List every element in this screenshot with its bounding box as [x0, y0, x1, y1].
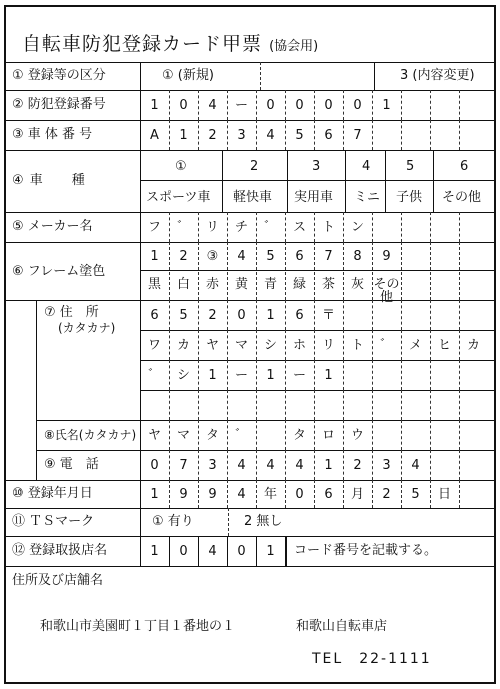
phone-cell-1: 0: [150, 458, 159, 473]
address-line1-cell-6: 6: [295, 308, 304, 323]
shop-code-cell-2: 0: [179, 544, 188, 559]
address-line3-cell-7: 1: [324, 368, 333, 383]
date-cell-6: 0: [295, 487, 304, 502]
address-line3-cell-1: ゛: [147, 368, 161, 383]
shop-address: 和歌山市美園町１丁目１番地の１: [40, 619, 236, 634]
color-num-4: 4: [237, 249, 246, 264]
label-registration-date: ⑩ 登録年月日: [12, 486, 93, 501]
vehicle-type-sports: スポーツ車: [146, 190, 211, 205]
vehicle-type-light: 軽快車: [233, 190, 273, 205]
address-line1-cell-5: 1: [266, 308, 275, 323]
frame-number-cell-3: 2: [208, 128, 217, 143]
phone-cell-10: 4: [411, 458, 420, 473]
ts-option-yes: ① 有り: [152, 514, 194, 529]
label-ts-mark: ⑪ ＴＳマーク: [12, 514, 95, 529]
phone-cell-5: 4: [266, 458, 275, 473]
vehicle-type-utility: 実用車: [294, 190, 334, 205]
frame-number-cell-7: 6: [324, 128, 333, 143]
name-cell-8: ウ: [350, 428, 364, 443]
frame-number-cell-2: 1: [179, 128, 188, 143]
maker-cell-4: チ: [234, 220, 248, 235]
date-cell-1: 1: [150, 487, 159, 502]
date-cell-7: 6: [324, 487, 333, 502]
vehicle-type-other: その他: [442, 190, 482, 205]
address-line3-cell-4: ー: [234, 368, 248, 383]
label-name: ⑧氏名(カタカナ): [44, 428, 137, 442]
color-num-3: ③: [206, 249, 219, 264]
frame-number-cell-1: A: [150, 128, 159, 143]
vehicle-num-1: ①: [175, 159, 187, 174]
address-line2-cell-5: シ: [263, 338, 277, 353]
label-frame-color: ⑥ フレーム塗色: [12, 264, 106, 279]
color-num-8: 8: [353, 249, 362, 264]
reg-number-cell-5: 0: [266, 98, 275, 113]
maker-cell-1: フ: [147, 220, 161, 235]
address-line2-cell-8: ト: [350, 338, 364, 353]
label-frame-number: ③ 車 体 番 号: [12, 127, 93, 142]
date-cell-10: 5: [411, 487, 420, 502]
vehicle-num-6: 6: [460, 159, 469, 174]
color-name-1: 黒: [147, 277, 161, 292]
vehicle-num-2: 2: [250, 159, 259, 174]
address-line2-cell-11: ヒ: [437, 338, 451, 353]
color-name-5: 青: [263, 277, 277, 292]
shop-code-note: コード番号を記載する。: [294, 543, 438, 558]
shop-code-cell-3: 4: [208, 544, 217, 559]
color-name-6: 緑: [292, 277, 306, 292]
label-address-sub: (カタカナ): [58, 321, 116, 335]
option-new: ① (新規): [162, 68, 214, 83]
address-line2-cell-1: ワ: [147, 338, 161, 353]
address-line2-cell-9: ゛: [379, 338, 393, 353]
option-change: 3 (内容変更): [400, 68, 475, 83]
address-line3-cell-2: シ: [176, 368, 190, 383]
color-num-7: 7: [324, 249, 333, 264]
name-cell-6: タ: [292, 428, 306, 443]
label-vehicle-type: ④ 車 種: [12, 173, 86, 188]
vehicle-num-3: 3: [312, 159, 321, 174]
title-text: 自転車防犯登録カード甲票: [22, 33, 263, 55]
reg-number-cell-7: 0: [324, 98, 333, 113]
reg-number-cell-6: 0: [295, 98, 304, 113]
maker-cell-8: ン: [350, 220, 364, 235]
frame-number-cell-4: 3: [237, 128, 246, 143]
address-line3-cell-3: 1: [208, 368, 217, 383]
date-cell-11: 日: [437, 487, 451, 502]
address-line2-cell-3: ヤ: [205, 338, 219, 353]
name-cell-1: ヤ: [147, 428, 161, 443]
phone-cell-9: 3: [382, 458, 391, 473]
address-line2-cell-12: カ: [466, 338, 480, 353]
reg-number-cell-9: 1: [382, 98, 391, 113]
vehicle-type-child: 子供: [396, 190, 423, 205]
phone-cell-3: 3: [208, 458, 217, 473]
shop-name: 和歌山自転車店: [296, 619, 388, 634]
date-cell-5: 年: [263, 487, 277, 502]
color-num-5: 5: [266, 249, 275, 264]
reg-number-cell-2: 0: [179, 98, 188, 113]
shop-code-cell-5: 1: [266, 544, 275, 559]
title-sub: (協会用): [269, 39, 319, 54]
vehicle-num-5: 5: [406, 159, 415, 174]
name-cell-3: タ: [205, 428, 219, 443]
label-maker: ⑤ メーカー名: [12, 219, 93, 234]
label-registration-type: ① 登録等の区分: [12, 68, 106, 83]
phone-cell-4: 4: [237, 458, 246, 473]
maker-cell-7: ト: [321, 220, 335, 235]
color-name-8: 灰: [350, 277, 364, 292]
reg-number-cell-4: ー: [234, 98, 248, 113]
reg-number-cell-3: 4: [208, 98, 217, 113]
shop-code-cell-1: 1: [150, 544, 159, 559]
frame-number-cell-6: 5: [295, 128, 304, 143]
address-line1-cell-7: 〒: [321, 308, 335, 323]
color-name-2: 白: [176, 277, 190, 292]
reg-number-cell-1: 1: [150, 98, 159, 113]
color-name-4: 黄: [234, 277, 248, 292]
address-line2-cell-6: ホ: [292, 338, 306, 353]
address-line1-cell-1: 6: [150, 308, 159, 323]
date-cell-4: 4: [237, 487, 246, 502]
phone-cell-7: 1: [324, 458, 333, 473]
color-name-7: 茶: [321, 277, 335, 292]
address-line1-cell-4: 0: [237, 308, 246, 323]
date-cell-8: 月: [350, 487, 364, 502]
address-line1-cell-2: 5: [179, 308, 188, 323]
address-line3-cell-6: ー: [292, 368, 306, 383]
color-num-2: 2: [179, 249, 188, 264]
vehicle-num-4: 4: [362, 159, 371, 174]
color-name-9: その他: [373, 277, 400, 305]
reg-number-cell-8: 0: [353, 98, 362, 113]
frame-number-cell-8: 7: [353, 128, 362, 143]
date-cell-2: 9: [179, 487, 188, 502]
frame-number-cell-5: 4: [266, 128, 275, 143]
label-phone: ⑨ 電 話: [44, 457, 99, 472]
label-address: ⑦ 住 所: [44, 305, 99, 320]
color-num-6: 6: [295, 249, 304, 264]
name-cell-7: ロ: [321, 428, 335, 443]
maker-cell-2: ゛: [176, 220, 190, 235]
address-line3-cell-5: 1: [266, 368, 275, 383]
address-line2-cell-7: リ: [321, 338, 335, 353]
date-cell-3: 9: [208, 487, 217, 502]
phone-cell-2: 7: [179, 458, 188, 473]
shop-tel: TEL 22-1111: [312, 651, 432, 667]
address-line1-cell-3: 2: [208, 308, 217, 323]
address-line2-cell-10: メ: [408, 338, 422, 353]
maker-cell-3: リ: [205, 220, 219, 235]
color-name-3: 赤: [205, 277, 219, 292]
ts-option-no: 2 無し: [244, 514, 283, 529]
phone-cell-6: 4: [295, 458, 304, 473]
shop-section-label: 住所及び店舗名: [12, 573, 104, 588]
address-line2-cell-4: マ: [234, 338, 248, 353]
label-shop: ⑫ 登録取扱店名: [12, 543, 108, 558]
phone-cell-8: 2: [353, 458, 362, 473]
name-cell-4: ゛: [234, 428, 248, 443]
name-cell-2: マ: [176, 428, 190, 443]
label-registration-number: ② 防犯登録番号: [12, 97, 106, 112]
shop-code-cell-4: 0: [237, 544, 246, 559]
color-num-1: 1: [150, 249, 159, 264]
maker-cell-5: ゛: [263, 220, 277, 235]
color-num-9: 9: [382, 249, 391, 264]
date-cell-9: 2: [382, 487, 391, 502]
address-line2-cell-2: カ: [176, 338, 190, 353]
maker-cell-6: ス: [292, 220, 306, 235]
card-title: [22, 29, 318, 56]
vehicle-type-mini: ミニ: [354, 190, 381, 205]
